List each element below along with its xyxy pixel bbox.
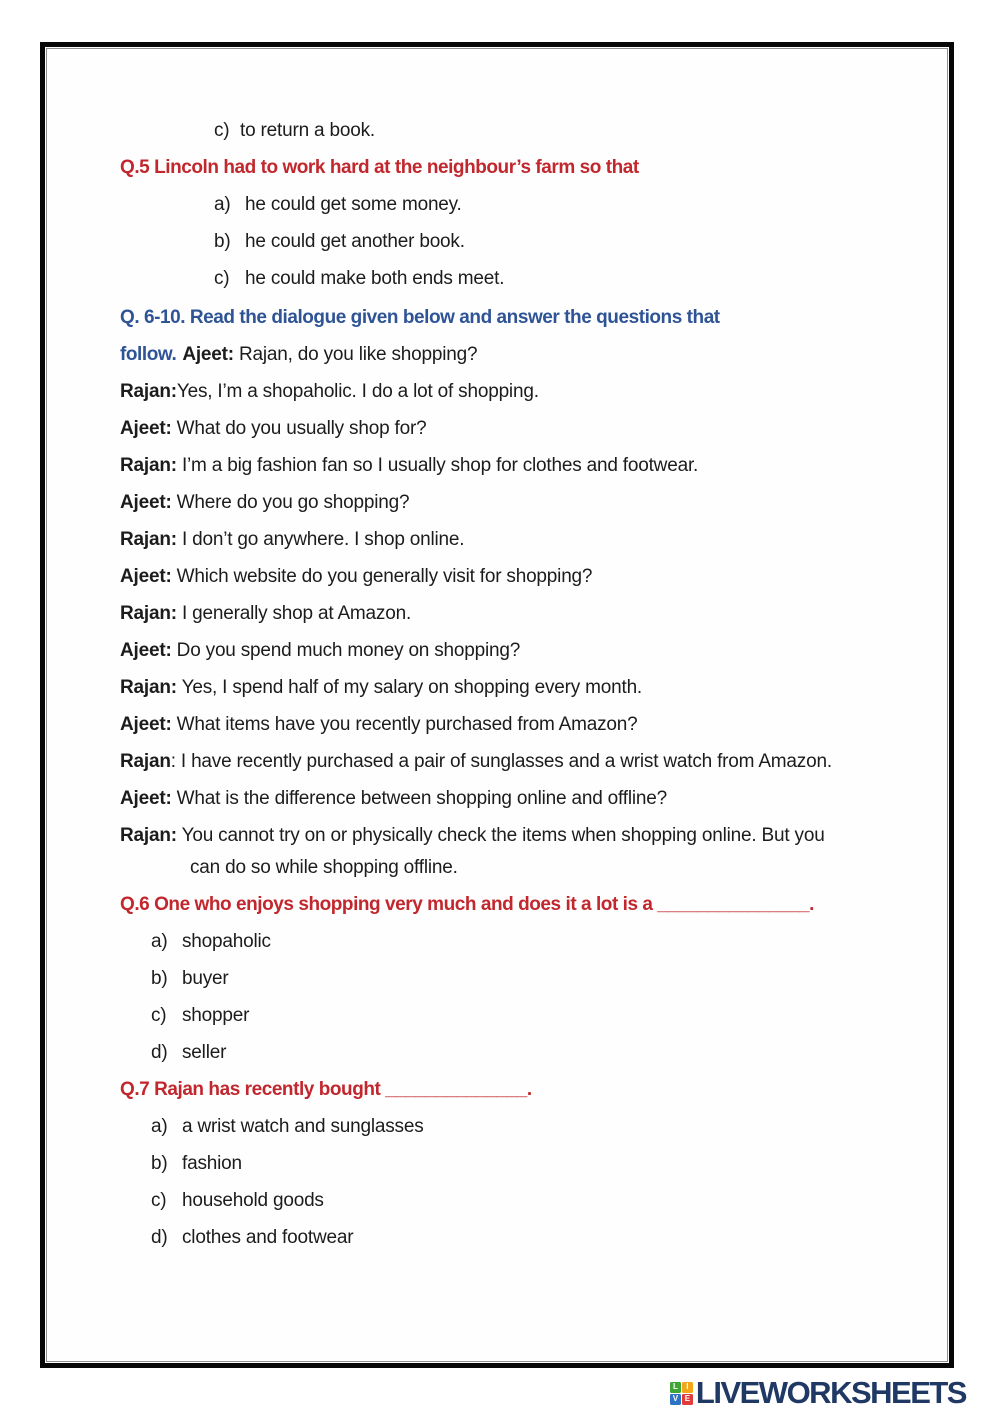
option-text: seller (182, 1042, 227, 1063)
option-text: a wrist watch and sunglasses (182, 1116, 424, 1137)
option-text: he could get another book. (245, 231, 465, 252)
dialogue-line (120, 528, 917, 552)
option-letter: d) (151, 1227, 168, 1248)
q5-option-a (120, 193, 917, 217)
option-text: household goods (182, 1190, 324, 1211)
logo-square-l: L (670, 1382, 681, 1393)
speaker-name: Ajeet: (120, 418, 172, 439)
liveworksheets-logo-icon (670, 1382, 693, 1405)
option-text: shopper (182, 1005, 250, 1026)
q7-option-c (120, 1189, 917, 1213)
q6-option-d (120, 1041, 917, 1065)
dialogue-text-continuation: can do so while shopping offline. (190, 857, 458, 878)
worksheet-content (47, 49, 947, 1250)
option-text: he could make both ends meet. (245, 268, 505, 289)
dialogue-line (120, 787, 917, 811)
dialogue-line (120, 824, 917, 880)
dialogue-line (120, 491, 917, 515)
option-text: shopaholic (182, 931, 271, 952)
option-text: clothes and footwear (182, 1227, 354, 1248)
dialogue-text: Yes, I’m a shopaholic. I do a lot of shopping. (176, 381, 539, 402)
dialogue-line (120, 454, 917, 478)
q7-option-b (120, 1152, 917, 1176)
q7-option-d (120, 1226, 917, 1250)
option-letter: b) (151, 968, 168, 989)
dialogue-text: Yes, I spend half of my salary on shopping every month. (176, 677, 643, 698)
q7-heading: Q.7 Rajan has recently bought ______________. (120, 1079, 532, 1100)
speaker-name: Ajeet: (120, 640, 172, 661)
q5-heading: Q.5 Lincoln had to work hard at the neighbour’s farm so that (120, 157, 639, 178)
speaker-name: Rajan: (120, 825, 177, 846)
option-letter: d) (151, 1042, 168, 1063)
option-letter: a) (214, 194, 231, 215)
speaker-name: Ajeet: (182, 344, 234, 365)
liveworksheets-logo-text: LIVEWORKSHEETS (695, 1375, 966, 1410)
dialogue-text: : I have recently purchased a pair of sunglasses and a wrist watch from Amazon. (170, 751, 832, 772)
speaker-name: Rajan: (120, 455, 177, 476)
heading-follow: follow. (120, 344, 177, 365)
dialogue-text: Do you spend much money on shopping? (171, 640, 521, 661)
option-text: he could get some money. (245, 194, 462, 215)
option-letter: a) (151, 931, 168, 952)
dialogue-text: Which website do you generally visit for shopping? (171, 566, 593, 587)
q6-option-a (120, 930, 917, 954)
speaker-name: Ajeet: (120, 566, 172, 587)
dialogue-text: I don’t go anywhere. I shop online. (176, 529, 465, 550)
dialogue-line (120, 713, 917, 737)
dialogue-text: You cannot try on or physically check the items when shopping online. But you (176, 825, 825, 846)
logo-square-v: V (670, 1394, 681, 1405)
option-letter: c) (151, 1005, 167, 1026)
dialogue-text: I’m a big fashion fan so I usually shop for clothes and footwear. (176, 455, 699, 476)
speaker-name: Rajan: (120, 603, 177, 624)
q6-heading: Q.6 One who enjoys shopping very much and does it a lot is a _______________. (120, 894, 814, 915)
dialogue-line (120, 602, 917, 626)
option-text: fashion (182, 1153, 242, 1174)
q5-option-b (120, 230, 917, 254)
dialogue-line (120, 565, 917, 589)
q6-option-c (120, 1004, 917, 1028)
q7-option-a (120, 1115, 917, 1139)
speaker-name: Ajeet: (120, 492, 172, 513)
option-letter: c) (214, 268, 230, 289)
q4-option-c (120, 119, 917, 143)
page-border-frame (40, 42, 954, 1368)
option-letter: b) (214, 231, 231, 252)
option-text: to return a book. (240, 120, 375, 141)
q6-option-b (120, 967, 917, 991)
option-letter: b) (151, 1153, 168, 1174)
dialogue-line (120, 380, 917, 404)
speaker-name: Ajeet: (120, 714, 172, 735)
q5-option-c (120, 267, 917, 291)
liveworksheets-logo[interactable] (670, 1375, 966, 1411)
q6-10-heading-line1: Q. 6-10. Read the dialogue given below and answer the questions that (120, 307, 720, 328)
dialogue-text: What do you usually shop for? (171, 418, 427, 439)
dialogue-text: I generally shop at Amazon. (176, 603, 412, 624)
logo-square-e: E (682, 1394, 693, 1405)
dialogue-line (120, 417, 917, 441)
dialogue-line (120, 750, 917, 774)
logo-square-i: I (682, 1382, 693, 1393)
dialogue-text: Rajan, do you like shopping? (233, 344, 478, 365)
option-text: buyer (182, 968, 229, 989)
dialogue-text: What is the difference between shopping online and offline? (171, 788, 667, 809)
option-letter: a) (151, 1116, 168, 1137)
dialogue-text: Where do you go shopping? (171, 492, 410, 513)
speaker-name: Rajan (120, 751, 171, 772)
speaker-name: Rajan: (120, 529, 177, 550)
page-border-inner-line (46, 48, 948, 1362)
q6-10-heading-line2 (120, 343, 917, 367)
dialogue-text: What items have you recently purchased from Amazon? (171, 714, 638, 735)
speaker-name: Ajeet: (120, 788, 172, 809)
option-letter: c) (151, 1190, 167, 1211)
option-letter: c) (214, 120, 230, 141)
dialogue-line (120, 676, 917, 700)
dialogue-line (120, 639, 917, 663)
speaker-name: Rajan: (120, 381, 177, 402)
speaker-name: Rajan: (120, 677, 177, 698)
